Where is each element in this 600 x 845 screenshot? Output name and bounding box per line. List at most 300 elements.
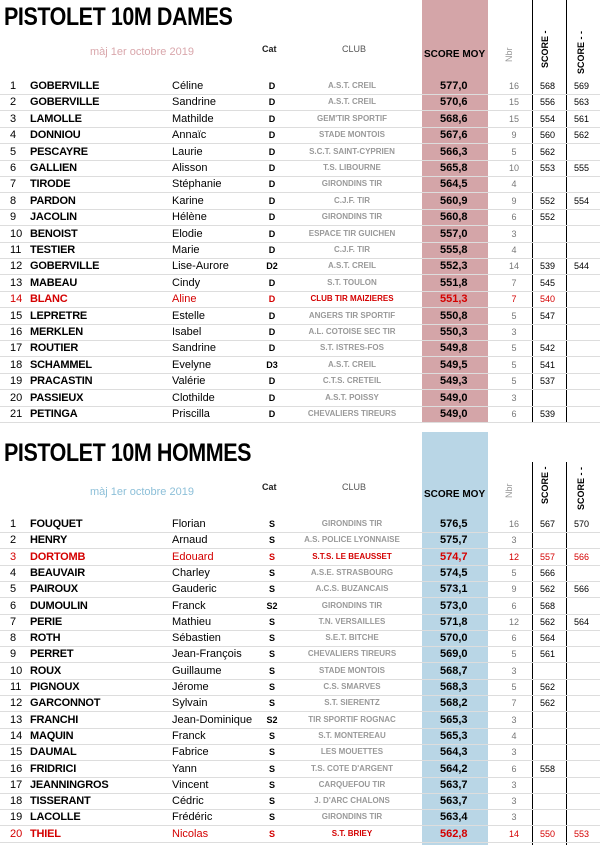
first-name: Sandrine (172, 96, 217, 109)
header-club: CLUB (342, 44, 367, 54)
score-minus2-value: 563 (574, 97, 590, 108)
club-name: CHEVALIERS TIREURS (307, 409, 397, 418)
score-moy: 560,9 (440, 194, 468, 207)
score-moy: 568,3 (440, 681, 468, 693)
last-name: TISSERANT (30, 795, 91, 808)
first-name: Florian (172, 518, 206, 530)
table-row (0, 406, 600, 423)
rank: 15 (10, 746, 23, 759)
header-nbr: Nbr (504, 47, 514, 62)
category: D (268, 163, 276, 173)
rank: 20 (10, 827, 23, 840)
score-minus-value: 539 (540, 261, 556, 272)
club-name: A.S.T. CREIL (327, 97, 376, 107)
club-name: S.T.S. LE BEAUSSET (312, 551, 392, 561)
club-name: A.C.S. BUZANCAIS (315, 584, 389, 594)
last-name: LACOLLE (30, 811, 81, 824)
last-name: LEPRETRE (30, 309, 88, 322)
score-moy: 563,4 (440, 811, 468, 824)
table-row (0, 390, 600, 407)
score-moy: 564,2 (440, 762, 468, 775)
score-moy: 573,0 (440, 599, 468, 612)
category: D (268, 327, 276, 337)
nbr-value: 3 (511, 392, 517, 403)
first-name: Elodie (172, 227, 203, 240)
club-name: A.S.T. CREIL (327, 359, 376, 369)
rank: 9 (10, 648, 17, 661)
update-date: màj 1er octobre 2019 (90, 486, 194, 498)
nbr-value: 4 (511, 245, 517, 255)
category: S (268, 567, 275, 578)
club-name: S.T. MONTEREAU (318, 730, 386, 740)
score-minus-value: 562 (540, 146, 556, 157)
category: S (268, 730, 275, 741)
last-name: GALLIEN (30, 162, 77, 174)
club-name: GEM'TIR SPORTIF (317, 113, 387, 123)
score-minus-value: 556 (540, 97, 556, 108)
score-minus-value: 537 (540, 376, 556, 387)
club-name: T.S. COTE D'ARGENT (311, 763, 393, 773)
first-name: Edouard (172, 550, 214, 563)
category: D (268, 277, 276, 288)
last-name: TIRODE (30, 178, 71, 191)
table-row (0, 581, 600, 598)
nbr-value: 5 (511, 310, 517, 321)
header-nbr: Nbr (504, 483, 514, 498)
score-moy: 570,0 (440, 632, 468, 645)
first-name: Cédric (172, 795, 204, 808)
rank: 10 (10, 664, 23, 677)
last-name: PETINGA (30, 408, 78, 420)
last-name: DUMOULIN (30, 599, 88, 612)
category: S (268, 682, 275, 692)
table-row (0, 127, 600, 144)
category: D (268, 228, 276, 239)
last-name: BLANC (30, 293, 68, 306)
score-moy: 560,8 (440, 211, 468, 224)
table-row (0, 78, 600, 95)
last-name: MABEAU (30, 276, 78, 289)
score-minus2-value: 562 (574, 130, 590, 141)
score-moy: 575,7 (440, 534, 468, 547)
score-minus-value: 554 (540, 113, 556, 124)
last-name: PASSIEUX (30, 391, 84, 404)
header-score-moy: SCORE MOY (424, 489, 486, 500)
category: D (268, 113, 276, 124)
nbr-value: 15 (508, 97, 519, 108)
club-name: C.J.F. TIR (333, 195, 370, 205)
nbr-value: 9 (511, 130, 517, 141)
nbr-value: 7 (511, 294, 517, 305)
rank: 13 (10, 276, 23, 289)
score-minus-value: 567 (540, 519, 556, 529)
rank: 3 (10, 550, 17, 563)
rank: 6 (10, 162, 17, 174)
score-minus-value: 539 (540, 409, 556, 419)
score-moy: 550,8 (440, 309, 468, 322)
first-name: Sylvain (172, 697, 208, 710)
last-name: FRANCHI (30, 713, 79, 726)
rank: 8 (10, 194, 17, 207)
category: S (268, 812, 275, 823)
rank: 18 (10, 358, 23, 371)
update-date: màj 1er octobre 2019 (90, 46, 194, 58)
club-name: A.S.E. STRASBOURG (310, 567, 394, 577)
category: S2 (266, 600, 278, 611)
nbr-value: 5 (511, 682, 517, 692)
last-name: MERKLEN (30, 326, 83, 338)
score-minus-value: 540 (540, 294, 556, 305)
table-row (0, 308, 600, 325)
table-row (0, 598, 600, 615)
last-name: LAMOLLE (30, 112, 82, 125)
score-minus-value: 561 (540, 649, 556, 660)
last-name: THIEL (30, 827, 61, 840)
score-moy: 555,8 (440, 244, 468, 256)
table-row (0, 646, 600, 663)
rank: 14 (10, 729, 23, 742)
first-name: Hélène (172, 211, 207, 224)
score-moy: 568,7 (440, 664, 468, 677)
first-name: Arnaud (172, 534, 208, 547)
score-minus-value: 557 (540, 551, 556, 562)
table-row (0, 209, 600, 226)
first-name: Stéphanie (172, 178, 222, 191)
nbr-value: 3 (511, 747, 517, 758)
nbr-value: 10 (508, 163, 519, 173)
last-name: PESCAYRE (30, 145, 88, 158)
score-minus-value: 542 (540, 343, 556, 354)
nbr-value: 5 (511, 376, 517, 387)
rank: 12 (10, 697, 23, 710)
first-name: Isabel (172, 326, 202, 338)
score-minus-value: 566 (540, 567, 556, 578)
rank: 13 (10, 713, 23, 726)
table-row (0, 193, 600, 210)
score-moy: 564,3 (440, 746, 468, 759)
first-name: Marie (172, 244, 200, 256)
table-row (0, 226, 600, 243)
last-name: GOBERVILLE (30, 96, 100, 109)
score-moy: 577,0 (440, 80, 468, 92)
rank: 18 (10, 795, 23, 808)
category: D3 (266, 359, 278, 370)
table-row (0, 340, 600, 357)
category: S2 (266, 714, 278, 725)
category: S (268, 779, 275, 790)
first-name: Mathieu (172, 615, 212, 628)
nbr-value: 7 (511, 277, 517, 288)
score-moy: 549,8 (440, 342, 468, 355)
score-minus2-value: 544 (574, 261, 590, 272)
club-name: TIR SPORTIF ROGNAC (308, 714, 396, 724)
nbr-value: 6 (511, 212, 517, 223)
score-minus2-value: 553 (574, 828, 590, 839)
score-minus-value: 560 (540, 130, 556, 141)
nbr-value: 3 (511, 779, 517, 790)
rank: 19 (10, 811, 23, 824)
last-name: MAQUIN (30, 729, 74, 742)
club-name: LES MOUETTES (320, 747, 384, 757)
nbr-value: 9 (511, 195, 517, 206)
header-score-minus: SCORE - (540, 30, 550, 68)
club-name: ESPACE TIR GUICHEN (308, 228, 396, 238)
club-name: STADE MONTOIS (319, 130, 385, 140)
rank: 4 (10, 566, 17, 579)
nbr-value: 7 (511, 698, 517, 709)
category: S (268, 633, 275, 644)
last-name: DONNIOU (30, 129, 81, 142)
nbr-value: 3 (511, 796, 517, 807)
first-name: Céline (172, 80, 204, 92)
score-minus-value: 552 (540, 212, 556, 223)
header-score-minus: SCORE - (540, 466, 550, 504)
rank: 9 (10, 211, 17, 224)
club-name: S.T. TOULON (327, 277, 377, 287)
score-moy: 563,7 (440, 778, 468, 791)
club-name: S.E.T. BITCHE (325, 633, 379, 643)
last-name: TESTIER (30, 244, 76, 256)
rank: 7 (10, 615, 17, 628)
score-moy: 551,8 (440, 276, 468, 289)
category: S (268, 519, 275, 529)
club-name: A.S. POLICE LYONNAISE (304, 535, 400, 545)
category: D (268, 81, 276, 91)
score-moy: 565,3 (440, 713, 468, 726)
category: D (268, 97, 276, 108)
club-name: CHEVALIERS TIREURS (307, 649, 397, 659)
nbr-value: 4 (511, 730, 517, 741)
score-moy: 568,2 (440, 697, 468, 710)
header-cat: Cat (262, 44, 277, 54)
nbr-value: 9 (511, 584, 517, 595)
club-name: J. D'ARC CHALONS (314, 796, 390, 806)
rank: 11 (10, 244, 22, 256)
rank: 2 (10, 534, 17, 547)
first-name: Alisson (172, 162, 208, 174)
category: D (268, 343, 276, 354)
hommes-section (0, 432, 600, 845)
club-name: A.S.T. POISSY (325, 392, 379, 402)
first-name: Gauderic (172, 583, 217, 596)
table-row (0, 176, 600, 193)
category: D (268, 179, 276, 190)
club-name: S.C.T. SAINT-CYPRIEN (309, 146, 395, 156)
table-row (0, 630, 600, 647)
score-minus2-value: 561 (574, 113, 590, 124)
last-name: PIGNOUX (30, 681, 80, 693)
table-row (0, 258, 600, 275)
first-name: Cindy (172, 276, 201, 289)
score-moy: 566,3 (440, 145, 468, 158)
rank: 17 (10, 778, 23, 791)
nbr-value: 5 (511, 343, 517, 354)
last-name: BENOIST (30, 227, 78, 240)
nbr-value: 5 (511, 359, 517, 370)
score-minus-value: 545 (540, 277, 556, 288)
first-name: Sébastien (172, 632, 221, 645)
rank: 4 (10, 129, 17, 142)
first-name: Charley (172, 566, 210, 579)
nbr-value: 12 (508, 551, 519, 562)
last-name: DAUMAL (30, 746, 77, 759)
score-minus-value: 562 (540, 682, 556, 692)
club-name: GIRONDINS TIR (321, 812, 383, 822)
nbr-value: 4 (511, 179, 517, 190)
first-name: Annaïc (172, 129, 207, 142)
rank: 19 (10, 375, 23, 388)
score-minus-value: 552 (540, 195, 556, 206)
score-moy: 549,3 (440, 375, 468, 388)
rank: 17 (10, 342, 23, 355)
table-row (0, 549, 600, 566)
last-name: ROUTIER (30, 342, 79, 355)
category: D2 (266, 261, 278, 272)
first-name: Lise-Aurore (172, 260, 229, 273)
score-minus-value: 562 (540, 584, 556, 595)
nbr-value: 16 (508, 519, 519, 529)
score-moy: 563,7 (440, 795, 468, 808)
table-row (0, 275, 600, 292)
score-minus2-value: 564 (574, 616, 590, 627)
nbr-value: 6 (511, 600, 517, 611)
header-score-minus2: SCORE - - (576, 466, 586, 510)
nbr-value: 14 (508, 828, 519, 839)
rank: 16 (10, 762, 23, 775)
score-moy: 576,5 (440, 518, 468, 530)
score-moy: 565,3 (440, 729, 468, 742)
category: S (268, 796, 275, 807)
table-row (0, 663, 600, 680)
club-name: T.N. VERSAILLES (318, 616, 386, 626)
category: D (268, 195, 276, 206)
table-row (0, 291, 600, 308)
table-row (0, 744, 600, 761)
category: D (268, 212, 276, 223)
club-name: T.S. LIBOURNE (323, 163, 381, 172)
rank: 21 (10, 408, 23, 420)
last-name: GOBERVILLE (30, 80, 100, 92)
last-name: BEAUVAIR (30, 566, 86, 579)
category: D (268, 245, 276, 255)
score-minus2-value: 570 (574, 519, 590, 529)
first-name: Franck (172, 729, 206, 742)
table-row (0, 712, 600, 729)
club-name: A.S.T. CREIL (327, 261, 376, 271)
first-name: Guillaume (172, 664, 222, 677)
category: D (268, 310, 276, 321)
rank: 1 (10, 80, 17, 92)
last-name: HENRY (30, 534, 68, 547)
nbr-value: 5 (511, 649, 517, 660)
club-name: GIRONDINS TIR (321, 519, 383, 528)
table-row (0, 516, 600, 533)
club-name: CLUB TIR MAIZIERES (310, 294, 394, 304)
first-name: Priscilla (172, 408, 210, 420)
score-minus2-value: 569 (574, 81, 590, 91)
score-moy: 569,0 (440, 648, 468, 661)
last-name: ROTH (30, 632, 61, 645)
first-name: Nicolas (172, 827, 209, 840)
first-name: Sandrine (172, 342, 217, 355)
score-moy: 564,5 (440, 178, 468, 191)
nbr-value: 6 (511, 633, 517, 644)
score-moy: 562,8 (440, 827, 468, 840)
category: D (268, 146, 276, 157)
rank: 12 (10, 260, 23, 273)
category: D (268, 130, 276, 141)
score-minus2-value: 554 (574, 195, 590, 206)
last-name: SCHAMMEL (30, 358, 92, 371)
club-name: A.S.T. CREIL (327, 81, 376, 90)
header-score-minus2: SCORE - - (576, 30, 586, 74)
category: S (268, 665, 275, 676)
score-minus2-value: 566 (574, 551, 590, 562)
score-moy: 573,1 (440, 583, 468, 596)
last-name: ROUX (30, 664, 61, 677)
nbr-value: 3 (511, 714, 517, 725)
last-name: PRACASTIN (30, 375, 93, 388)
nbr-value: 3 (511, 535, 517, 546)
score-minus-value: 562 (540, 616, 556, 627)
club-name: C.J.F. TIR (333, 245, 370, 254)
score-moy: 551,3 (440, 293, 468, 306)
category: D (268, 392, 276, 403)
score-moy: 549,0 (440, 408, 468, 420)
first-name: Jean-Dominique (172, 713, 253, 726)
header-club: CLUB (342, 482, 367, 492)
rank: 14 (10, 293, 23, 306)
table-row (0, 565, 600, 582)
category: S (268, 698, 275, 709)
score-moy: 568,6 (440, 112, 468, 125)
category: S (268, 828, 275, 839)
score-moy: 552,3 (440, 260, 468, 273)
category: S (268, 535, 275, 546)
score-minus-value: 562 (540, 698, 556, 709)
club-name: GIRONDINS TIR (321, 179, 383, 189)
header-score-moy: SCORE MOY (424, 49, 486, 60)
last-name: PAIROUX (30, 583, 78, 596)
table-row (0, 144, 600, 161)
club-name: ANGERS TIR SPORTIF (308, 310, 396, 320)
rank: 10 (10, 227, 23, 240)
last-name: FOUQUET (30, 518, 83, 530)
last-name: GOBERVILLE (30, 260, 100, 273)
score-minus-value: 541 (540, 359, 556, 370)
rank: 1 (10, 518, 17, 530)
category: D (268, 294, 276, 305)
table-row (0, 242, 600, 259)
category: S (268, 616, 275, 627)
nbr-value: 15 (508, 113, 519, 124)
score-minus-value: 568 (540, 81, 556, 91)
table-row (0, 324, 600, 341)
score-minus-value: 550 (540, 828, 556, 839)
score-moy: 574,5 (440, 566, 468, 579)
table-row (0, 614, 600, 631)
rank: 6 (10, 599, 17, 612)
last-name: DORTOMB (30, 550, 86, 563)
last-name: PERIE (30, 615, 63, 628)
club-name: C.T.S. CRETEIL (322, 376, 382, 386)
first-name: Clothilde (172, 391, 215, 404)
nbr-value: 5 (511, 146, 517, 157)
first-name: Frédéric (172, 811, 213, 824)
rank: 20 (10, 391, 23, 404)
nbr-value: 6 (511, 763, 517, 774)
club-name: S.T. BRIEY (331, 828, 373, 838)
